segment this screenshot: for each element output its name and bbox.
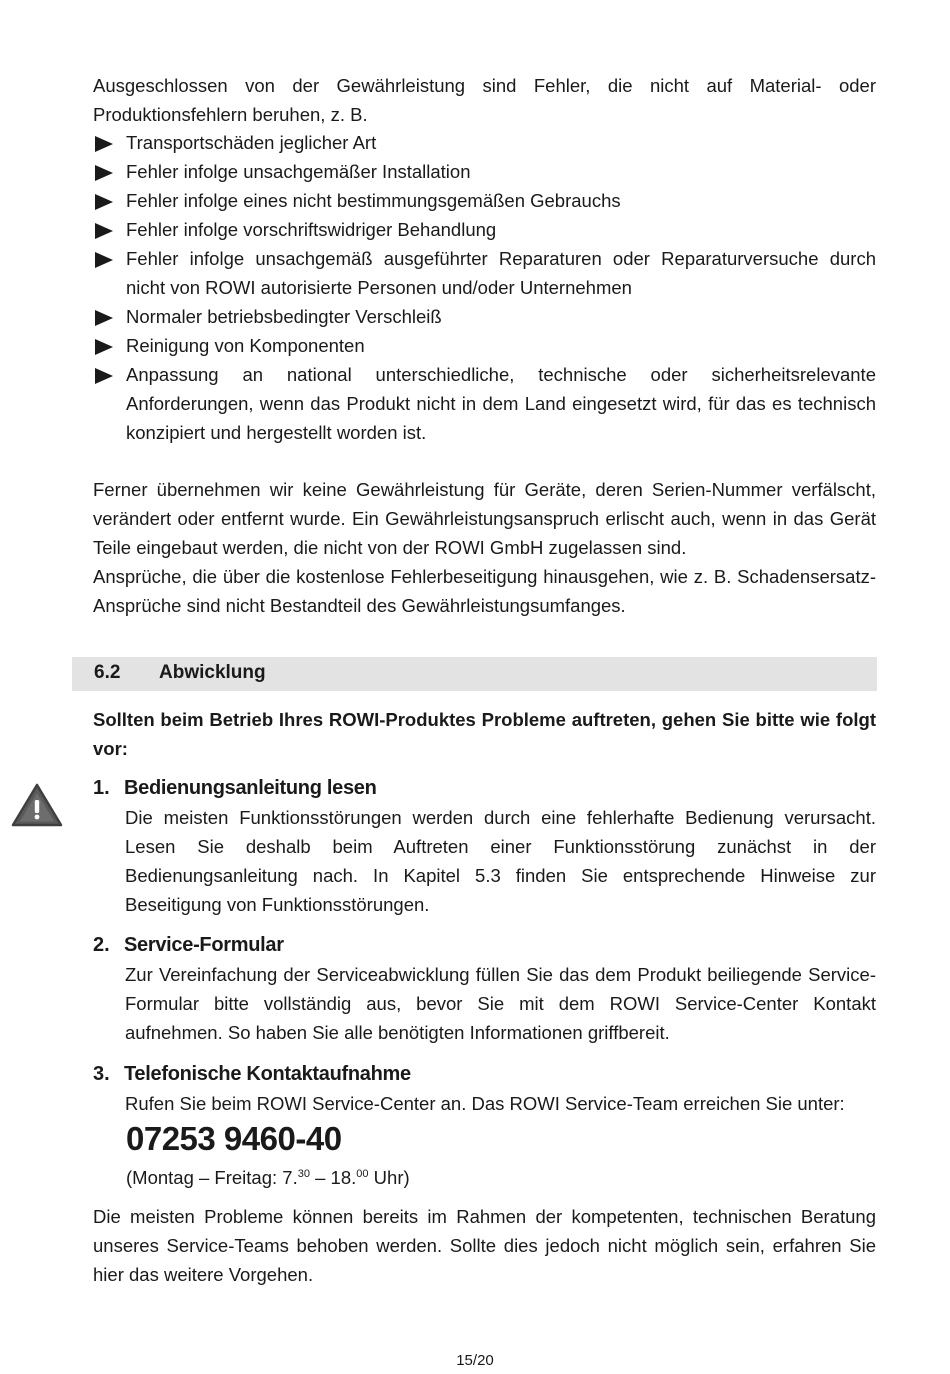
page-number: 15/20 <box>456 1352 494 1369</box>
hours-middle: – 18. <box>309 1167 357 1188</box>
triangle-bullet-icon <box>95 339 113 355</box>
section-number: 6.2 <box>94 662 121 683</box>
triangle-bullet-icon <box>95 165 113 181</box>
warning-triangle-icon <box>11 783 63 828</box>
service-hours <box>126 1160 410 1192</box>
step-body: Rufen Sie beim ROWI Service-Center an. Das ROWI Service-Team erreichen Sie unter: <box>125 1093 845 1114</box>
triangle-bullet-icon <box>95 368 113 384</box>
step-title: Telefonische Kontaktaufnahme <box>124 1063 411 1085</box>
triangle-bullet-icon <box>95 223 113 239</box>
section-heading <box>72 657 877 691</box>
triangle-bullet-icon <box>95 194 113 210</box>
step-number: 2. <box>93 934 110 956</box>
list-item <box>93 186 876 215</box>
list-item-text: Anpassung an national unterschiedliche, technische oder sicherheitsrelevante Anforderungen, wenn das Produkt nicht in dem Land eingesetzt wird, für das es technisch konzipiert und hergestellt worden ist. <box>126 364 876 443</box>
hours-prefix: (Montag – Freitag: 7. <box>126 1167 298 1188</box>
serial-number-paragraph: Ferner übernehmen wir keine Gewährleistung für Geräte, deren Serien-Nummer verfälscht, verändert oder entfernt wurde. Ein Gewährleistungsanspruch erlischt auch, wenn in das Gerät Teile eingebaut werden, die nicht von der ROWI GmbH zugelassen sind. <box>93 479 876 558</box>
list-item <box>93 215 876 244</box>
list-item-text: Reinigung von Komponenten <box>126 335 365 356</box>
list-item <box>93 244 876 302</box>
list-item-text: Fehler infolge eines nicht bestimmungsgemäßen Gebrauchs <box>126 190 621 211</box>
triangle-bullet-icon <box>95 252 113 268</box>
list-item-text: Fehler infolge vorschriftswidriger Behandlung <box>126 219 497 240</box>
step-title: Bedienungsanleitung lesen <box>124 777 377 799</box>
hours-end-minutes: 00 <box>356 1168 369 1180</box>
triangle-bullet-icon <box>95 310 113 326</box>
step-number: 1. <box>93 777 110 799</box>
hours-suffix: Uhr) <box>368 1167 410 1188</box>
list-item <box>93 128 876 157</box>
list-item-text: Normaler betriebsbedingter Verschleiß <box>126 306 442 327</box>
list-item <box>93 331 876 360</box>
procedure-lead: Sollten beim Betrieb Ihres ROWI-Produktes Probleme auftreten, gehen Sie bitte wie folgt vor: <box>93 709 876 759</box>
list-item <box>93 157 876 186</box>
exclusion-list <box>93 128 876 447</box>
step-body: Die meisten Funktionsstörungen werden durch eine fehlerhafte Bedienung verursacht. Lesen Sie deshalb beim Auftreten einer Funktionsstörung zunächst in der Bedienungsanleitung nach. In Kapitel 5.3 finden Sie entsprechende Hinweise zur Beseitigung von Funktionsstörungen. <box>125 807 876 915</box>
step-body: Zur Vereinfachung der Serviceabwicklung füllen Sie das dem Produkt beiliegende Service-Formular bitte vollständig aus, bevor Sie mit dem ROWI Service-Center Kontakt aufnehmen. So haben Sie alle benötigten Informationen griffbereit. <box>125 964 876 1043</box>
step-number: 3. <box>93 1063 110 1085</box>
list-item-text: Fehler infolge unsachgemäß ausgeführter Reparaturen oder Reparaturversuche durch nicht von ROWI autorisierte Personen und/oder Unternehmen <box>126 248 876 298</box>
intro-paragraph: Ausgeschlossen von der Gewährleistung sind Fehler, die nicht auf Material- oder Produktionsfehlern beruhen, z. B. <box>93 75 876 125</box>
list-item-text: Transportschäden jeglicher Art <box>126 132 377 153</box>
list-item-text: Fehler infolge unsachgemäßer Installation <box>126 161 471 182</box>
section-title: Abwicklung <box>159 662 266 683</box>
triangle-bullet-icon <box>95 136 113 152</box>
list-item <box>93 302 876 331</box>
hours-start-minutes: 30 <box>297 1168 310 1180</box>
step-title: Service-Formular <box>124 934 284 956</box>
service-phone-number: 07253 9460-40 <box>126 1120 342 1157</box>
warranty-exclusion-paragraph <box>93 475 876 620</box>
claims-paragraph: Ansprüche, die über die kostenlose Fehlerbeseitigung hinausgehen, wie z. B. Schadensersatz-Ansprüche sind nicht Bestandteil des Gewährleistungsumfanges. <box>93 566 876 616</box>
closing-paragraph: Die meisten Probleme können bereits im Rahmen der kompetenten, technischen Beratung unseres Service-Teams behoben werden. Sollte dies jedoch nicht möglich sein, erfahren Sie hier das weitere Vorgehen. <box>93 1206 876 1285</box>
list-item <box>93 360 876 447</box>
